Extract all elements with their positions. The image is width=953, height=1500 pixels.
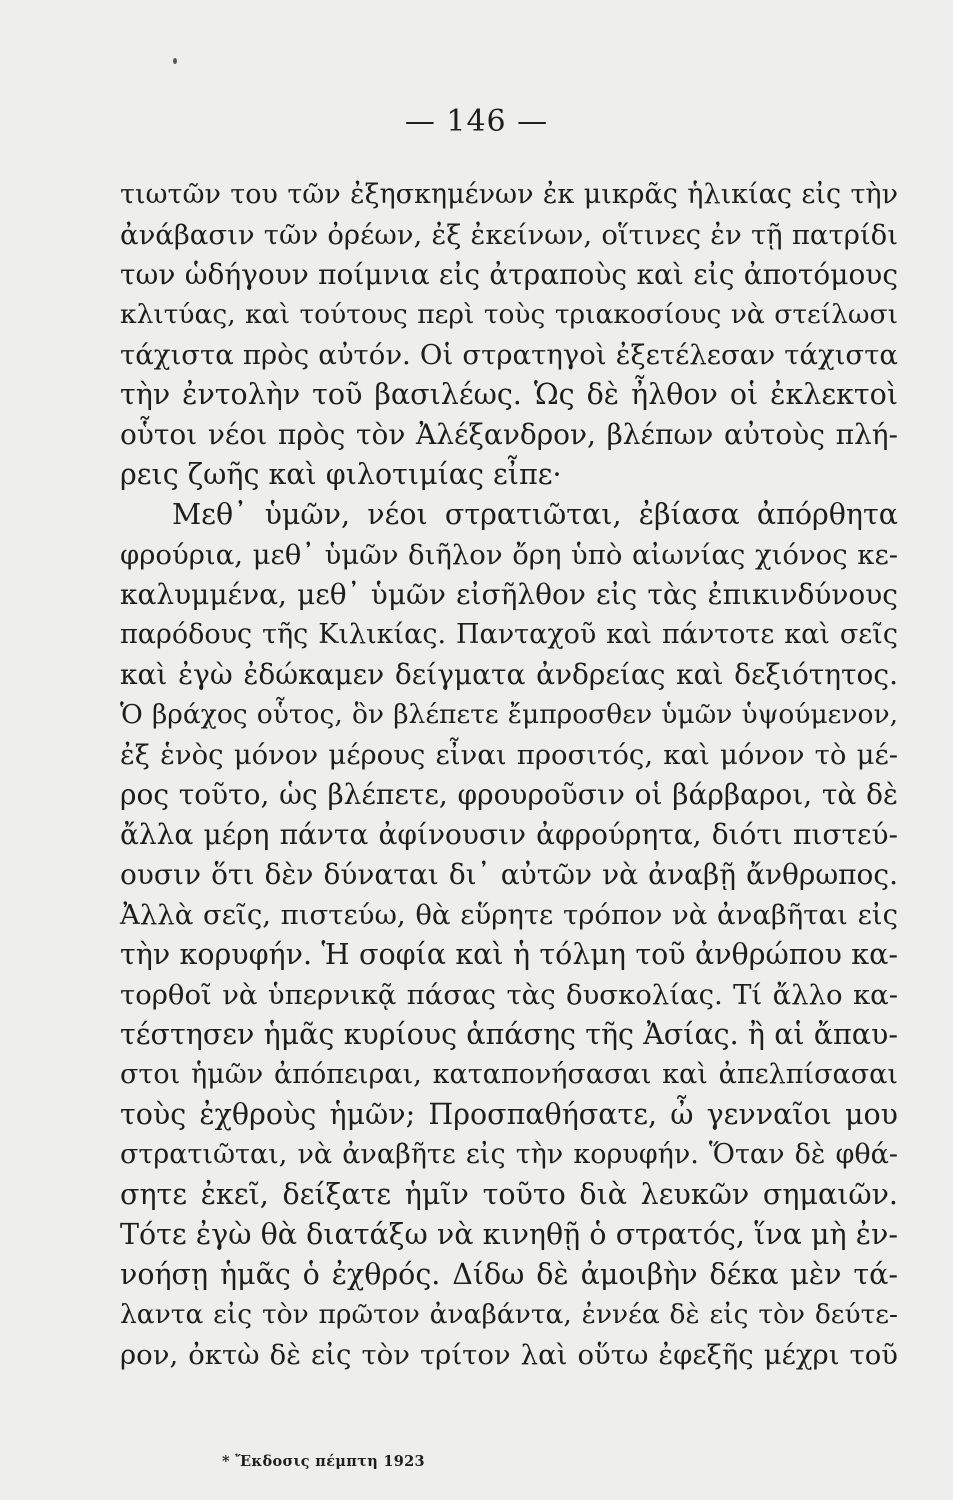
printing-note: * Ἔκδοσις πέμπτη 1923: [222, 1453, 425, 1470]
text-line: ἄλλα μέρη πάντα ἀφίνουσιν ἀφρούρητα, διότι πιστεύ-: [120, 818, 898, 851]
text-line: ρεις ζωῆς καὶ φιλοτιμίας εἶπε·: [120, 458, 562, 491]
text-line: των ὡδήγουν ποίμνια εἰς ἀτραποὺς καὶ εἰς ἀποτόμους: [120, 258, 898, 291]
text-line: ἐξ ἑνὸς μόνον μέρους εἶναι προσιτός, καὶ μόνον τὸ μέ-: [120, 739, 898, 771]
text-line: τοὺς ἐχθροὺς ἡμῶν; Προσπαθήσατε, ὦ γενναῖοι μου: [120, 1098, 898, 1131]
text-line: Ἀλλὰ σεῖς, πιστεύω, θὰ εὕρητε τρόπον νὰ ἀναβῆται εἰς: [120, 899, 898, 931]
text-line: τὴν ἐντολὴν τοῦ βασιλέως. Ὡς δὲ ἦλθον οἱ ἐκλεκτοὶ: [120, 378, 898, 411]
text-line: τιωτῶν του τῶν ἐξησκημένων ἐκ μικρᾶς ἡλικίας εἰς τὴν: [120, 179, 898, 210]
text-line: κλιτύας, καὶ τούτους περὶ τοὺς τριακοσίους νὰ στείλωσι: [120, 299, 898, 330]
text-line: καλυμμένα, μεθ᾽ ὑμῶν εἰσῆλθον εἰς τὰς ἐπικινδύνους: [120, 578, 898, 611]
text-line: Ὁ βράχος οὗτος, ὃν βλέπετε ἔμπροσθεν ὑμῶν ὑψούμενον,: [120, 699, 898, 730]
text-line: νοήσῃ ἡμᾶς ὁ ἐχθρός. Δίδω δὲ ἀμοιβὴν δέκα μὲν τά-: [120, 1258, 898, 1291]
text-line: ἀνάβασιν τῶν ὀρέων, ἐξ ἐκείνων, οἵτινες ἐν τῇ πατρίδι: [120, 219, 898, 251]
text-line: ουσιν ὅτι δὲν δύναται δι᾽ αὐτῶν νὰ ἀναβῇ ἄνθρωπος.: [120, 858, 898, 891]
text-line: τορθοῖ νὰ ὑπερνικᾷ πάσας τὰς δυσκολίας. Τί ἄλλο κα-: [120, 979, 898, 1011]
text-line: σητε ἐκεῖ, δείξατε ἡμῖν τοῦτο διὰ λευκῶν σημαιῶν.: [120, 1178, 898, 1211]
text-line: φρούρια, μεθ᾽ ὑμῶν διῆλον ὄρη ὑπὸ αἰωνίας χιόνος κε-: [120, 539, 898, 571]
text-line: τέστησεν ἡμᾶς κυρίους ἁπάσης τῆς Ἀσίας. ἢ αἱ ἄπαυ-: [120, 1018, 898, 1051]
text-line: τάχιστα πρὸς αὐτόν. Οἱ στρατηγοὶ ἐξετέλεσαν τάχιστα: [120, 339, 898, 371]
text-line: οὗτοι νέοι πρὸς τὸν Ἀλέξανδρον, βλέπων αὐτοὺς πλή-: [120, 418, 898, 451]
text-line: τὴν κορυφήν. Ἡ σοφία καὶ ἡ τόλμη τοῦ ἀνθρώπου κα-: [120, 938, 898, 971]
text-line: στρατιῶται, νὰ ἀναβῆτε εἰς τὴν κορυφήν. Ὅταν δὲ φθά-: [120, 1139, 898, 1170]
text-line: στοι ἡμῶν ἀπόπειραι, καταπονήσασαι καὶ ἀπελπίσασαι: [120, 1059, 898, 1090]
page-number: — 146 —: [404, 104, 549, 139]
text-line: Τότε ἐγὼ θὰ διατάξω νὰ κινηθῇ ὁ στρατός, ἵνα μὴ ἐν-: [120, 1218, 898, 1251]
ink-speck: [173, 58, 177, 64]
text-line: καὶ ἐγὼ ἐδώκαμεν δείγματα ἀνδρείας καὶ δεξιότητος.: [120, 658, 898, 691]
text-line: Μεθ᾽ ὑμῶν, νέοι στρατιῶται, ἐβίασα ἀπόρθητα: [172, 498, 898, 531]
text-line: ρον, ὀκτὼ δὲ εἰς τὸν τρίτον λαὶ οὕτω ἐφεξῆς μέχρι τοῦ: [120, 1339, 898, 1371]
text-line: παρόδους τῆς Κιλικίας. Πανταχοῦ καὶ πάντοτε καὶ σεῖς: [120, 619, 898, 650]
text-line: ρος τοῦτο, ὡς βλέπετε, φρουροῦσιν οἱ βάρβαροι, τὰ δὲ: [120, 778, 898, 811]
text-line: λαντα εἰς τὸν πρῶτον ἀναβάντα, ἐννέα δὲ εἰς τὸν δεύτε-: [120, 1299, 898, 1330]
